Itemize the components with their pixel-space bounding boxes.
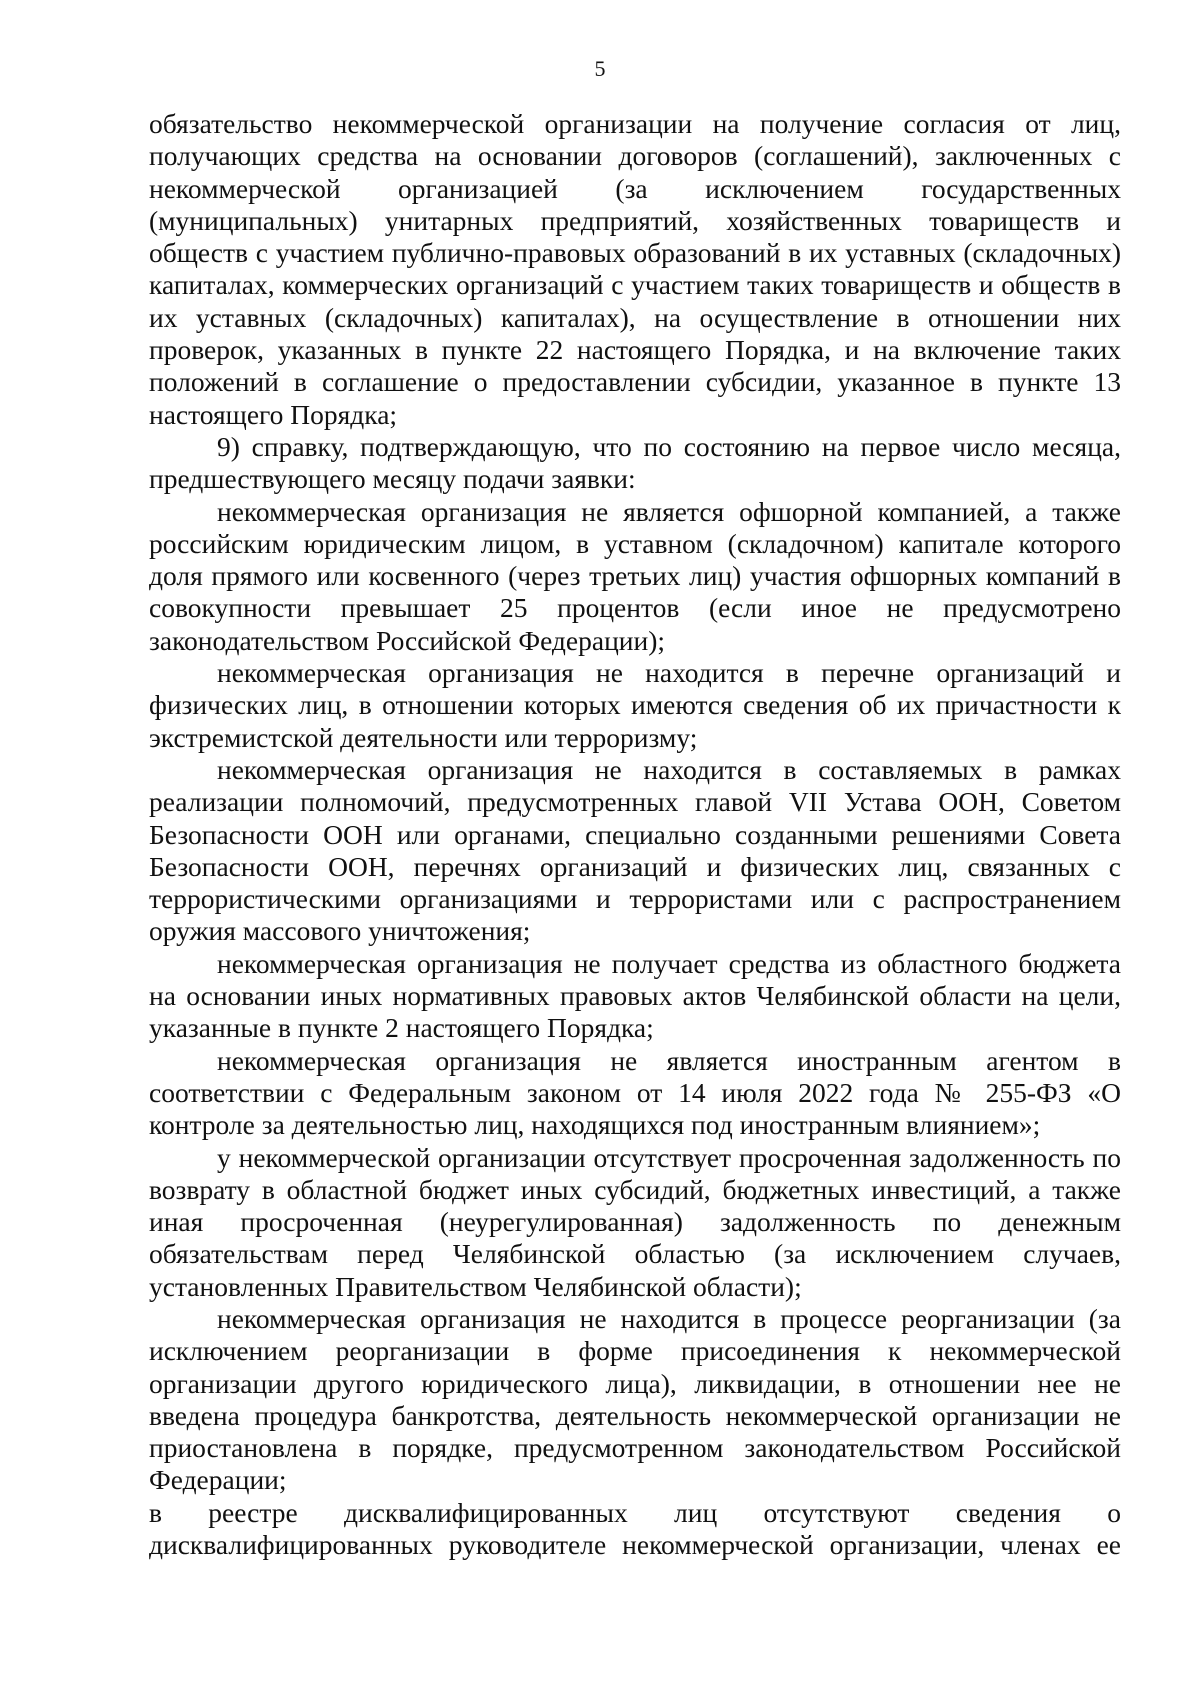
paragraph-extremism-list: некоммерческая организация не находится в перечне организаций и физических лиц, в отношении которых имеются сведения об их причастности к экстремистской деятельности или терроризму; [149,657,1121,753]
document-body [149,108,1121,1561]
paragraph-disqualified-persons: в реестре дисквалифицированных лиц отсутствуют сведения о дисквалифицированных руководителе некоммерческой организации, членах ее [149,1496,1121,1561]
paragraph-overdue-debt: у некоммерческой организации отсутствует просроченная задолженность по возврату в областной бюджет иных субсидий, бюджетных инвестиций, а также иная просроченная (неурегулированная) задолженность по денежным обязательствам перед Челябинской областью (за исключением случаев, установленных Правительством Челябинской области); [149,1141,1121,1302]
paragraph-regional-budget-funds: некоммерческая организация не получает средства из областного бюджета на основании иных нормативных правовых актов Челябинской области на цели, указанные в пункте 2 настоящего Порядка; [149,947,1121,1044]
paragraph-offshore: некоммерческая организация не является офшорной компанией, а также российским юридическим лицом, в уставном (складочном) капитале которого доля прямого или косвенного (через третьих лиц) участия офшорных компаний в совокупности превышает 25 процентов (если иное не предусмотрено законодательством Российской Федерации); [149,495,1121,656]
paragraph-un-security-council: некоммерческая организация не находится в составляемых в рамках реализации полномочий, предусмотренных главой VII Устава ООН, Советом Безопасности ООН или органами, специально созданными решениями Совета Безопасности ООН, перечнях организаций и физических лиц, связанных с террористическими организациями и террористами или с распространением оружия массового уничтожения; [149,753,1121,947]
paragraph-item-9-certificate: 9) справку, подтверждающую, что по состоянию на первое число месяца, предшествующего месяцу подачи заявки: [149,430,1121,495]
page-number: 5 [594,56,606,81]
paragraph-reorganization: некоммерческая организация не находится в процессе реорганизации (за исключением реорганизации в форме присоединения к некоммерческой организации другого юридического лица), ликвидации, в отношении нее не введена процедура банкротства, деятельность некоммерческой организации не приостановлена в порядке, предусмотренном законодательством Российской Федерации; [149,1302,1121,1496]
paragraph-foreign-agent: некоммерческая организация не является иностранным агентом в соответствии с Федеральным законом от 14 июля 2022 года № 255-ФЗ «О контроле за деятельностью лиц, находящихся под иностранным влиянием»; [149,1044,1121,1141]
paragraph-continued-obligation: обязательство некоммерческой организации на получение согласия от лиц, получающих средства на основании договоров (соглашений), заключенных с некоммерческой организацией (за исключением государственных (муниципальных) унитарных предприятий, хозяйственных товариществ и обществ с участием публично-правовых образований в их уставных (складочных) капиталах, коммерческих организаций с участием таких товариществ и обществ в их уставных (складочных) капиталах), на осуществление в отношении них проверок, указанных в пункте 22 настоящего Порядка, и на включение таких положений в соглашение о предоставлении субсидии, указанное в пункте 13 настоящего Порядка; [149,108,1121,430]
